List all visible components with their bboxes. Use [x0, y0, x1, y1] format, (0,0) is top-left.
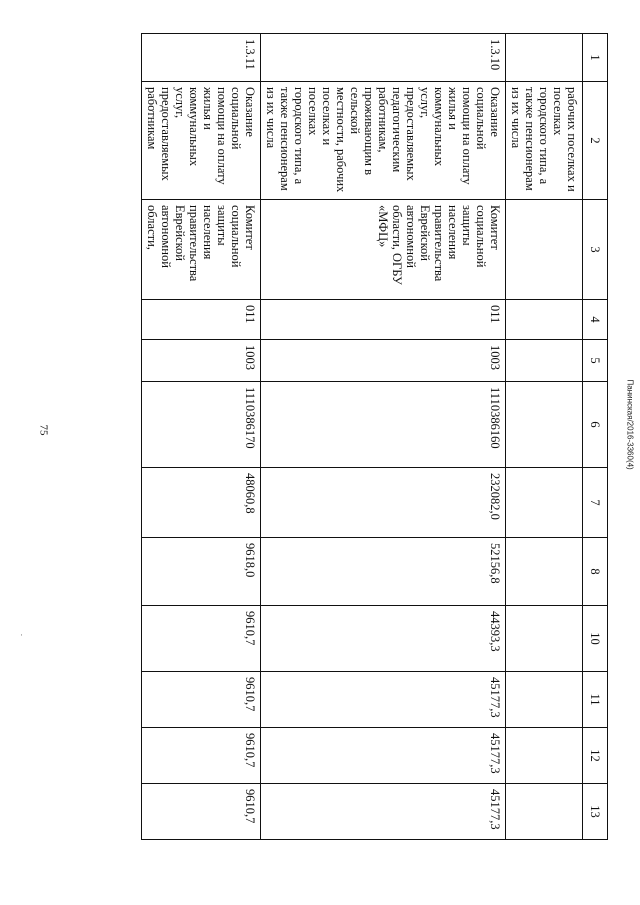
document-code: Панинская/2016-3360(4) — [625, 379, 635, 470]
header-row — [583, 34, 608, 840]
header-cell: 12 — [583, 728, 608, 784]
year-value-cell: 9618,0 — [142, 538, 261, 606]
year-value-cell — [506, 606, 583, 672]
header-cell: 6 — [583, 382, 608, 468]
year-value-cell: 9610,7 — [142, 672, 261, 728]
total-cell: 48060,8 — [142, 468, 261, 538]
year-value-cell: 9610,7 — [142, 784, 261, 840]
target-article-cell: 1110386160 — [261, 382, 506, 468]
target-article-cell — [506, 382, 583, 468]
header-cell: 11 — [583, 672, 608, 728]
section-cell: 1003 — [142, 340, 261, 382]
header-cell: 7 — [583, 468, 608, 538]
header-cell: 3 — [583, 200, 608, 300]
margin-mark: · — [20, 630, 23, 640]
header-cell: 10 — [583, 606, 608, 672]
table-row — [261, 34, 506, 840]
year-value-cell: 45177,3 — [261, 728, 506, 784]
header-cell: 13 — [583, 784, 608, 840]
year-value-cell: 52156,8 — [261, 538, 506, 606]
section-cell: 1003 — [261, 340, 506, 382]
year-value-cell: 9610,7 — [142, 728, 261, 784]
header-cell: 2 — [583, 82, 608, 200]
header-cell: 5 — [583, 340, 608, 382]
year-value-cell — [506, 672, 583, 728]
year-value-cell — [506, 784, 583, 840]
table-row — [506, 34, 583, 840]
code-cell: 011 — [261, 300, 506, 340]
measure-name-cell: Оказание социальной помощи на оплату жилья и коммунальных услуг, предоставляемых работникам — [142, 82, 261, 200]
target-article-cell: 1110386170 — [142, 382, 261, 468]
budget-table — [141, 33, 608, 840]
total-cell — [506, 468, 583, 538]
executor-cell — [506, 200, 583, 300]
row-number-cell: 1.3.10 — [261, 34, 506, 82]
table-row — [142, 34, 261, 840]
header-cell: 4 — [583, 300, 608, 340]
year-value-cell: 45177,3 — [261, 672, 506, 728]
year-value-cell: 9610,7 — [142, 606, 261, 672]
code-cell: 011 — [142, 300, 261, 340]
page-number: 75 — [37, 424, 50, 436]
total-cell: 232082,0 — [261, 468, 506, 538]
code-cell — [506, 300, 583, 340]
measure-name-cell: рабочих поселках и поселках городского типа, а также пенсионерам из их числа — [506, 82, 583, 200]
year-value-cell: 45177,3 — [261, 784, 506, 840]
budget-table-rotated — [88, 33, 608, 839]
row-number-cell — [506, 34, 583, 82]
year-value-cell: 44393,3 — [261, 606, 506, 672]
year-value-cell — [506, 728, 583, 784]
section-cell — [506, 340, 583, 382]
measure-name-cell: Оказание социальной помощи на оплату жилья и коммунальных услуг, предоставляемых педагогическим работникам, проживающим в сельской местности, рабочих поселках и поселках городского типа, а также пенсионерам из их числа — [261, 82, 506, 200]
year-value-cell — [506, 538, 583, 606]
header-cell: 1 — [583, 34, 608, 82]
executor-cell: Комитет социальной защиты населения правительства Еврейской автономной области, ОГБУ «МФЦ» — [261, 200, 506, 300]
row-number-cell: 1.3.11 — [142, 34, 261, 82]
header-cell: 8 — [583, 538, 608, 606]
executor-cell: Комитет социальной защиты населения правительства Еврейской автономной области, — [142, 200, 261, 300]
